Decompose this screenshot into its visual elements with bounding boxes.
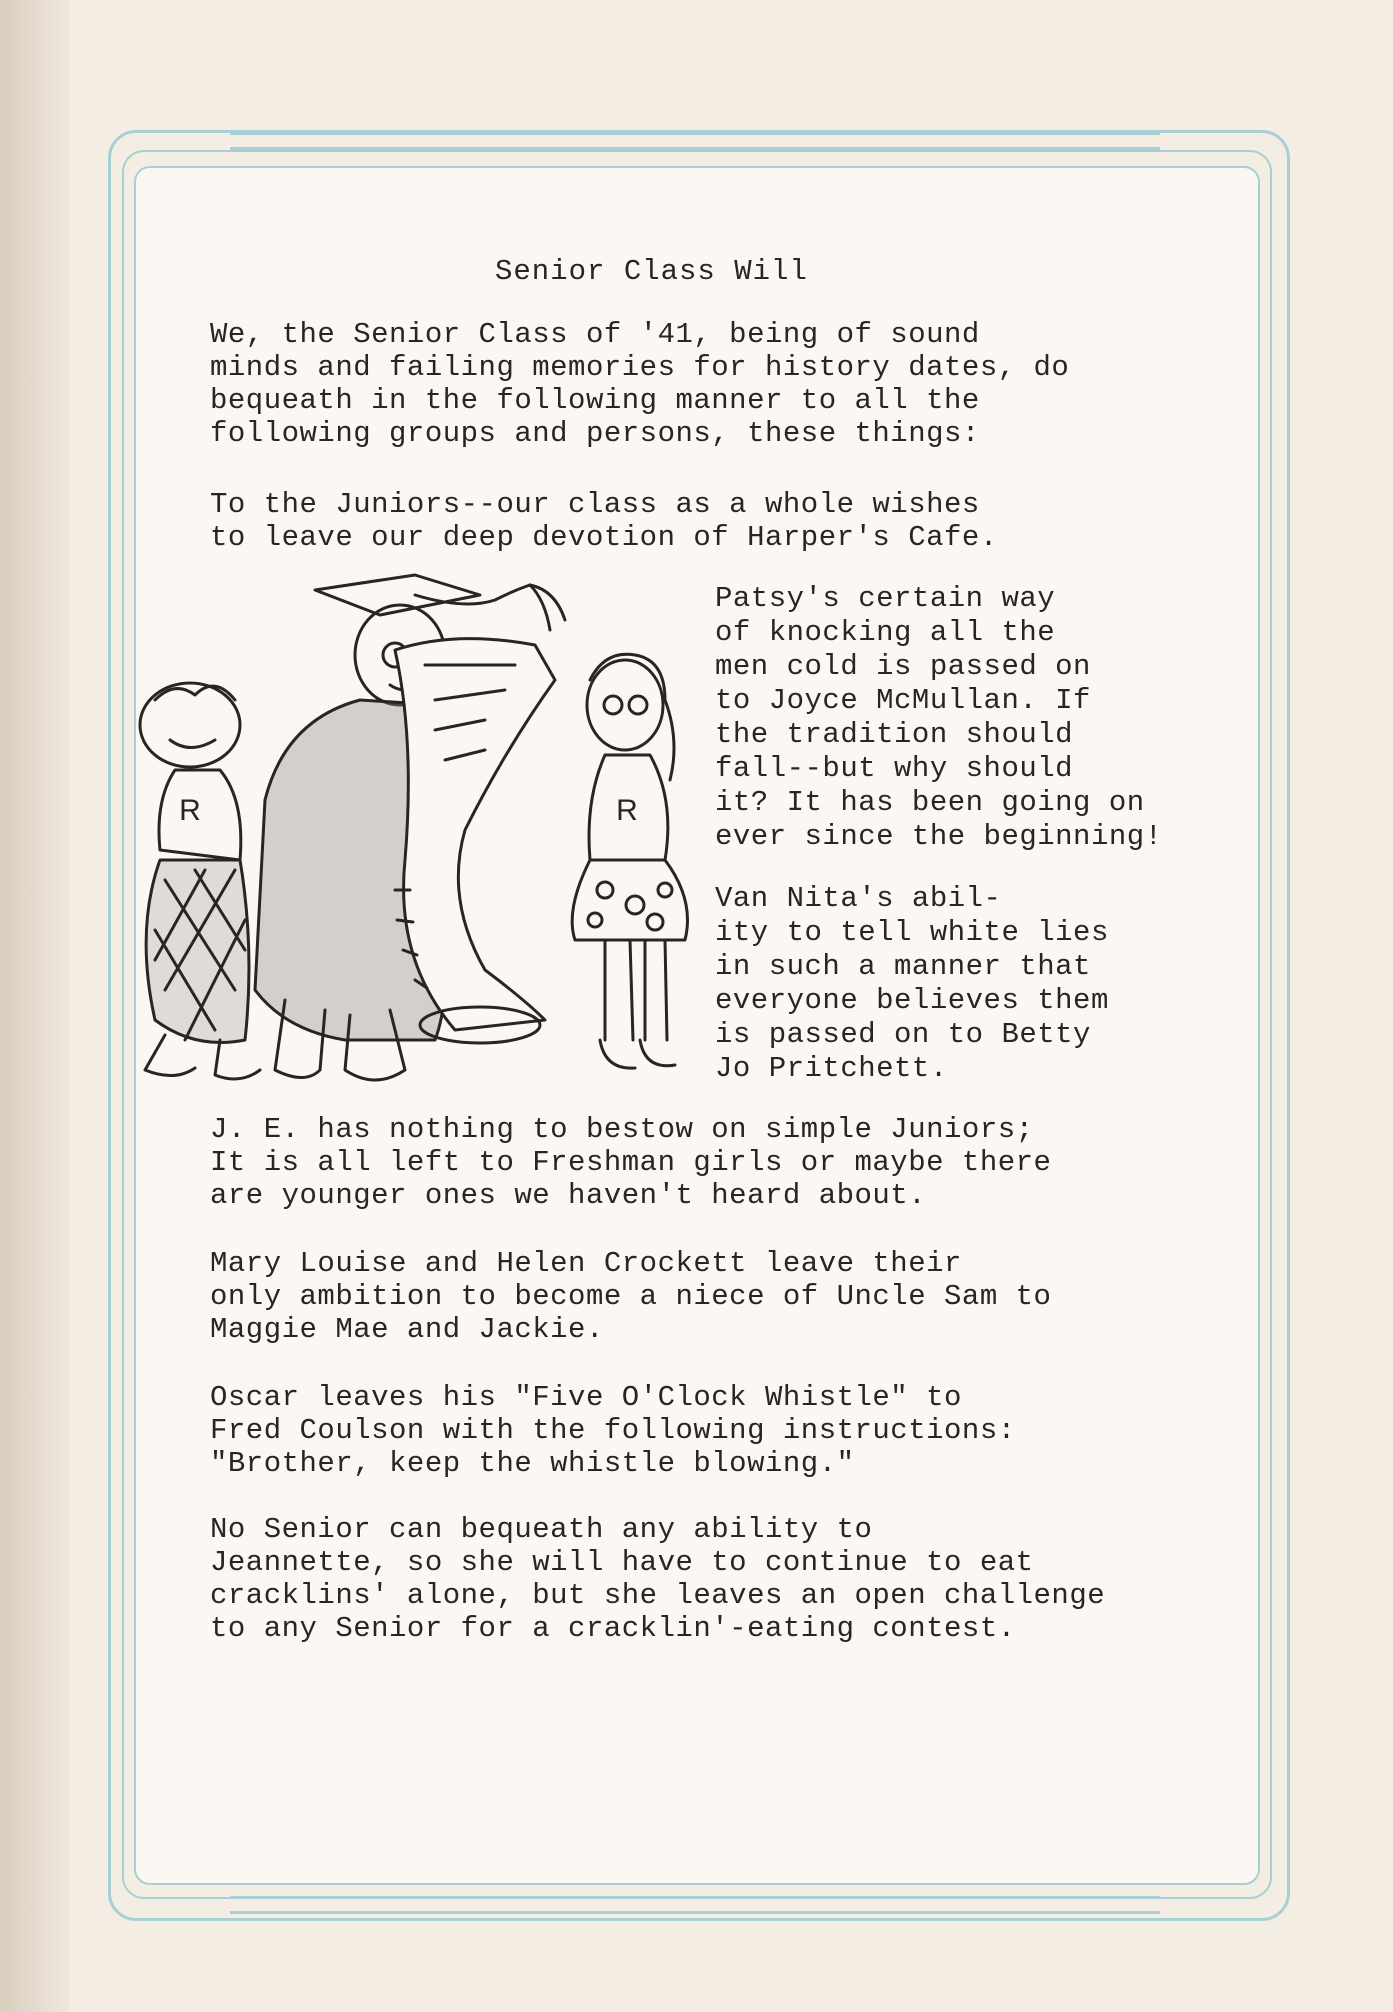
right-student-head <box>587 660 663 750</box>
juniors-paragraph: To the Juniors--our class as a whole wishes to leave our deep devotion of Harper's Cafe. <box>210 488 998 554</box>
right-sweater-letter: R <box>616 794 638 827</box>
jeannette-paragraph: No Senior can bequeath any ability to Jeannette, so she will have to continue to eat cracklins' alone, but she leaves an open challenge to any Senior for a cracklin'-eating contest. <box>210 1513 1106 1645</box>
right-student-skirt <box>572 860 687 940</box>
mortarboard-cap <box>315 575 480 615</box>
frame-bottom-bar <box>230 1896 1160 1914</box>
van-nita-paragraph: Van Nita's abil- ity to tell white lies in such a manner that everyone believes them is passed on to Betty Jo Pritchett. <box>715 882 1109 1085</box>
left-sweater-letter: R <box>179 794 201 827</box>
page-title: Senior Class Will <box>495 255 808 288</box>
page-gutter-shadow <box>0 0 70 2012</box>
intro-paragraph: We, the Senior Class of '41, being of sound minds and failing memories for history dates, do bequeath in the following manner to all the following groups and persons, these things: <box>210 318 1070 450</box>
crockett-paragraph: Mary Louise and Helen Crockett leave their only ambition to become a niece of Uncle Sam to Maggie Mae and Jackie. <box>210 1247 1052 1346</box>
frame-top-bar <box>230 132 1160 150</box>
patsy-paragraph: Patsy's certain way of knocking all the men cold is passed on to Joyce McMullan. If the tradition should fall--but why should it? It has been going on ever since the beginning! <box>715 582 1163 853</box>
left-student-head <box>140 683 240 767</box>
je-paragraph: J. E. has nothing to bestow on simple Juniors; It is all left to Freshman girls or maybe there are younger ones we haven't heard about. <box>210 1113 1052 1212</box>
diploma-scroll <box>395 639 555 1030</box>
graduation-cartoon-illustration <box>135 570 715 1110</box>
cap-tassel <box>415 585 530 604</box>
oscar-paragraph: Oscar leaves his "Five O'Clock Whistle" to Fred Coulson with the following instructions: "Brother, keep the whistle blowing." <box>210 1381 1016 1480</box>
